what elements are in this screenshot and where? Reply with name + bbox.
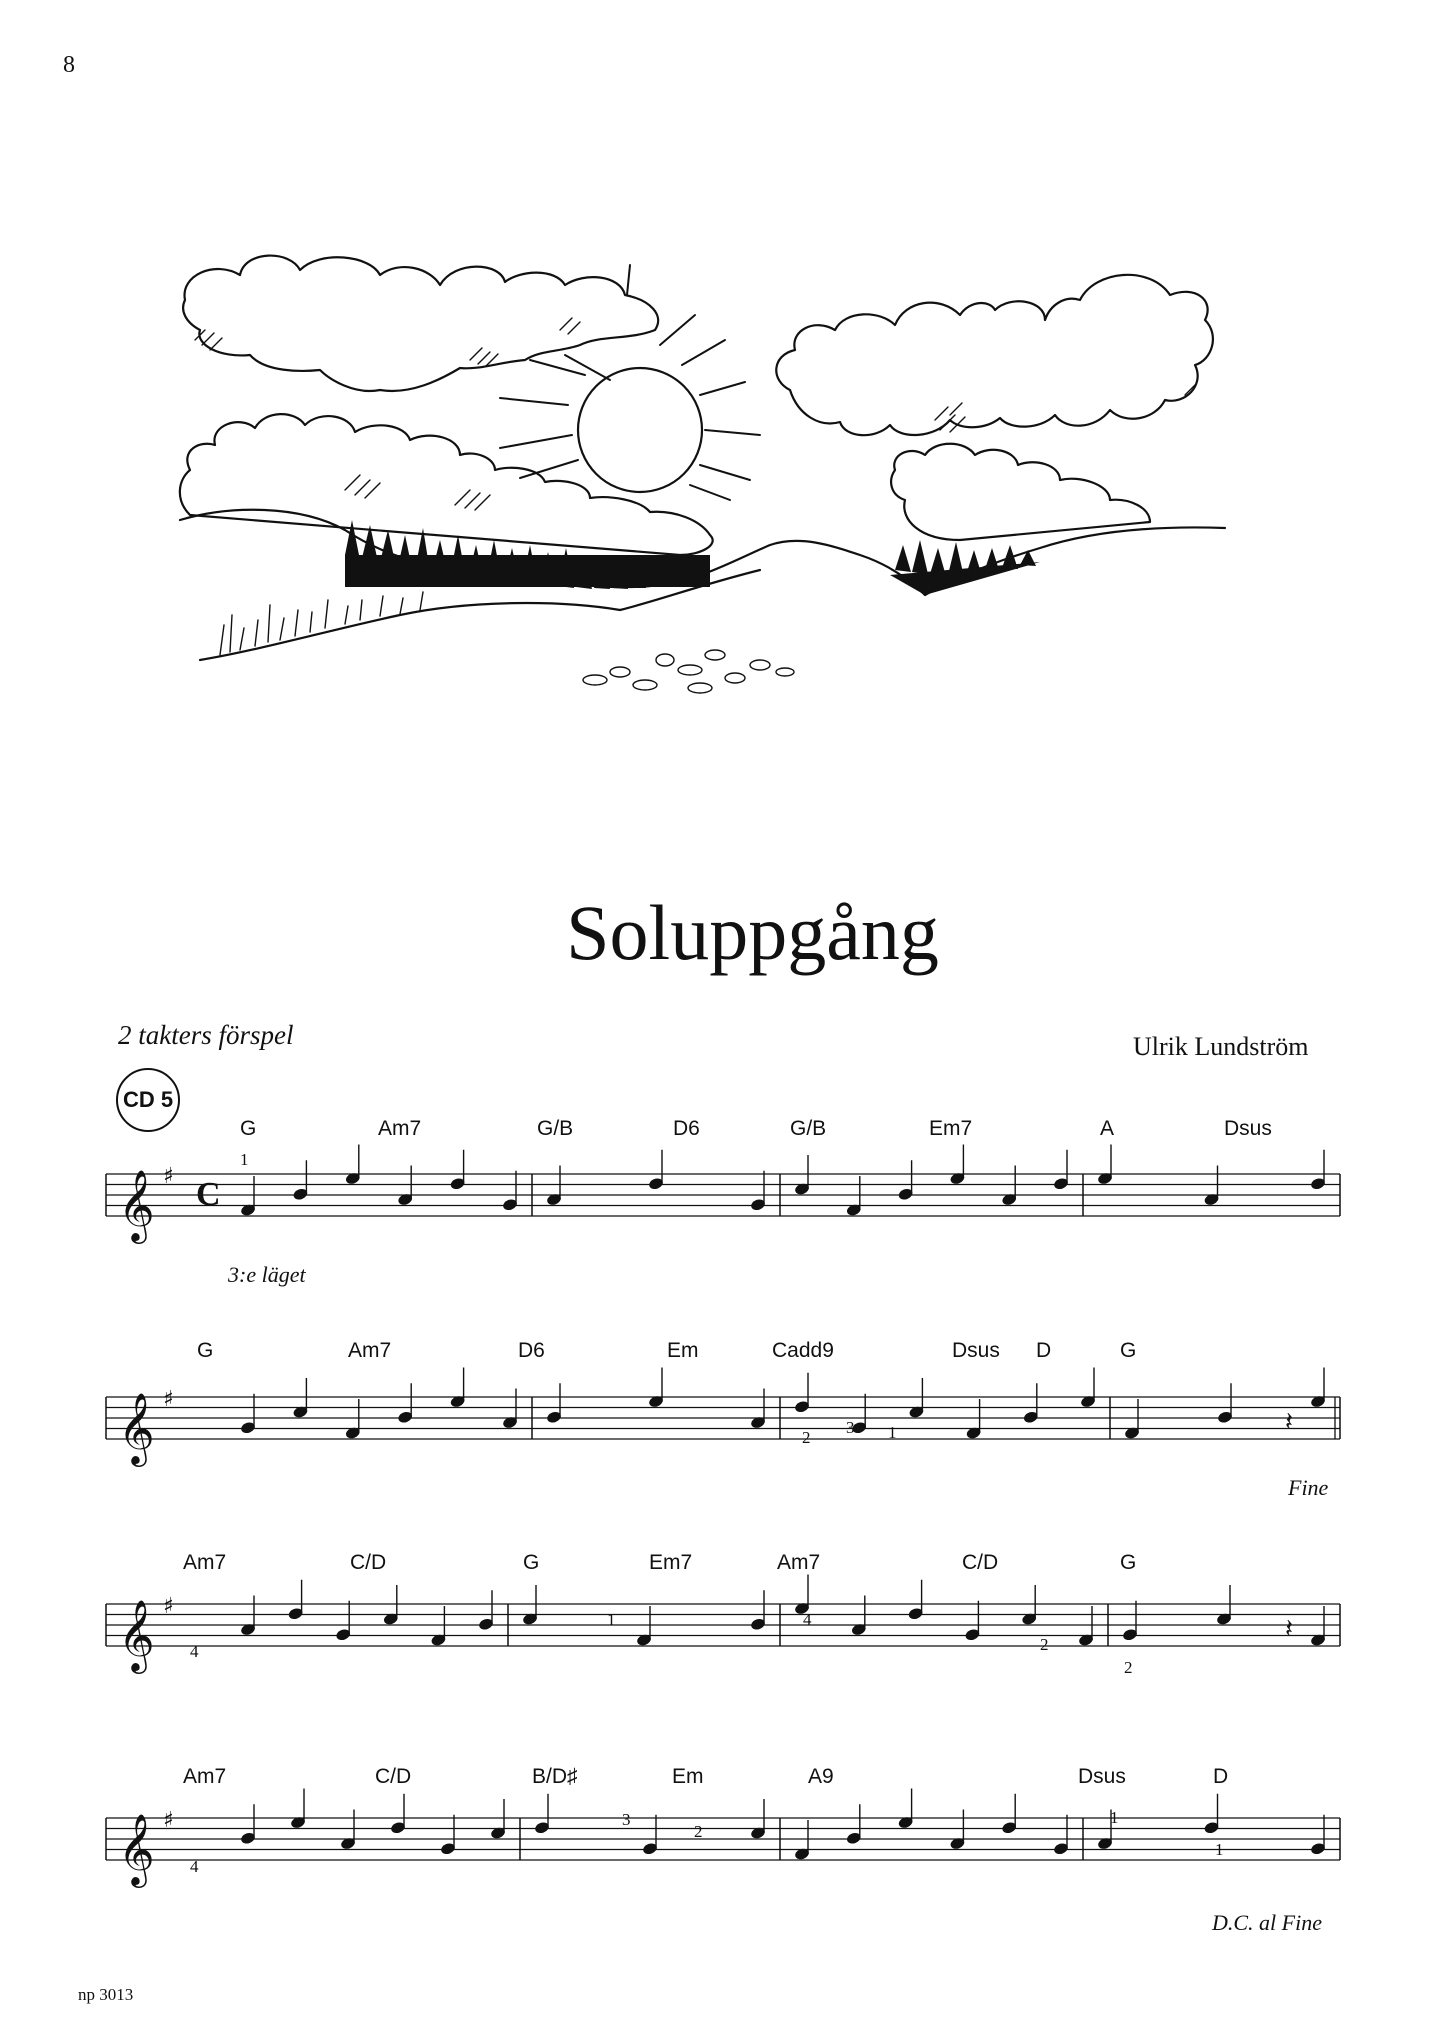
chord-symbol: Cadd9 xyxy=(772,1339,834,1362)
right-hill xyxy=(925,527,1225,595)
fingering-number: 1 xyxy=(1215,1840,1224,1859)
song-title: Soluppgång xyxy=(566,889,939,976)
key-signature-sharp: ♯ xyxy=(163,1164,174,1189)
chord-symbol: Am7 xyxy=(183,1765,227,1788)
fingering-number: 2 xyxy=(802,1428,811,1447)
chord-symbol: Em7 xyxy=(649,1551,693,1574)
composer: Ulrik Lundström xyxy=(1133,1032,1309,1061)
fingering-number: 2 xyxy=(1040,1635,1049,1654)
left-cloud xyxy=(183,256,658,391)
treble-clef-icon: 𝄞 xyxy=(118,1598,155,1671)
fingering-number: 2 xyxy=(1124,1658,1133,1677)
key-signature-sharp: ♯ xyxy=(163,1808,174,1833)
sun-rays xyxy=(500,265,760,500)
chord-symbol: G xyxy=(1120,1551,1137,1574)
intro-note: 2 takters förspel xyxy=(118,1020,294,1050)
treble-clef-icon: 𝄞 xyxy=(118,1391,155,1464)
cloud-hatching xyxy=(195,318,1195,510)
fingering-number: 4 xyxy=(190,1642,199,1661)
chord-symbol: G xyxy=(240,1117,257,1140)
chord-symbol: Am7 xyxy=(378,1117,422,1140)
fingering-number: 3 xyxy=(622,1810,631,1829)
left-lower-cloud xyxy=(180,414,713,555)
chord-symbol: Dsus xyxy=(1078,1765,1126,1788)
chord-symbol: G xyxy=(1120,1339,1137,1362)
chord-symbol: Am7 xyxy=(348,1339,392,1362)
chord-symbol: G/B xyxy=(790,1117,827,1140)
cd-track-badge: CD 5 xyxy=(116,1068,180,1132)
page-number: 8 xyxy=(63,52,75,78)
fingering-number: 3 xyxy=(846,1418,855,1437)
forest-base xyxy=(345,555,710,587)
chord-symbol: Dsus xyxy=(952,1339,1000,1362)
key-signature-sharp: ♯ xyxy=(163,1594,174,1619)
chord-symbol: Dsus xyxy=(1224,1117,1272,1140)
fingering-number: 1 xyxy=(240,1150,249,1169)
right-cloud xyxy=(776,275,1213,435)
treble-clef-icon: 𝄞 xyxy=(118,1168,155,1241)
time-signature: C xyxy=(196,1176,221,1213)
flower-patches xyxy=(583,650,794,693)
chord-symbol: G xyxy=(523,1551,540,1574)
chord-symbol: D6 xyxy=(673,1117,700,1140)
fine-marking: Fine xyxy=(1288,1475,1329,1500)
grass-strokes xyxy=(220,592,423,655)
forest-trees xyxy=(345,520,1040,595)
sun-shape xyxy=(578,368,702,492)
chord-symbol: A9 xyxy=(808,1765,834,1788)
chord-symbol: C/D xyxy=(350,1551,387,1574)
fingering-number: 4 xyxy=(190,1857,199,1876)
chord-symbol: D xyxy=(1036,1339,1052,1362)
chord-symbol: B/D♯ xyxy=(532,1765,578,1788)
position-note: 3:e läget xyxy=(228,1262,306,1287)
chord-symbol: Em7 xyxy=(929,1117,973,1140)
dc-al-fine-marking: D.C. al Fine xyxy=(1212,1910,1322,1935)
quarter-rest-icon: 𝄽 xyxy=(1285,1614,1293,1644)
chord-symbol: Em xyxy=(672,1765,704,1788)
fingering-number: 1 xyxy=(1110,1808,1119,1827)
chord-symbol: C/D xyxy=(375,1765,412,1788)
chord-symbol: G xyxy=(197,1339,214,1362)
right-lower-cloud xyxy=(891,444,1150,540)
chord-symbol: G/B xyxy=(537,1117,574,1140)
chord-symbol: D6 xyxy=(518,1339,545,1362)
chord-symbol: A xyxy=(1100,1117,1115,1140)
quarter-rest-icon: 𝄽 xyxy=(1285,1407,1293,1437)
key-signature-sharp: ♯ xyxy=(163,1387,174,1412)
chord-symbol: Am7 xyxy=(183,1551,227,1574)
chord-symbol: C/D xyxy=(962,1551,999,1574)
fingering-number: 2 xyxy=(694,1822,703,1841)
fingering-number: 1 xyxy=(607,1610,616,1629)
chord-symbol: D xyxy=(1213,1765,1229,1788)
fingering-number: 1 xyxy=(888,1423,897,1442)
chord-symbol: Am7 xyxy=(777,1551,821,1574)
chord-symbol: Em xyxy=(667,1339,699,1362)
fingering-number: 4 xyxy=(803,1610,812,1629)
catalog-number: np 3013 xyxy=(78,1985,134,2004)
music-staves xyxy=(106,1145,1340,1889)
treble-clef-icon: 𝄞 xyxy=(118,1812,155,1885)
